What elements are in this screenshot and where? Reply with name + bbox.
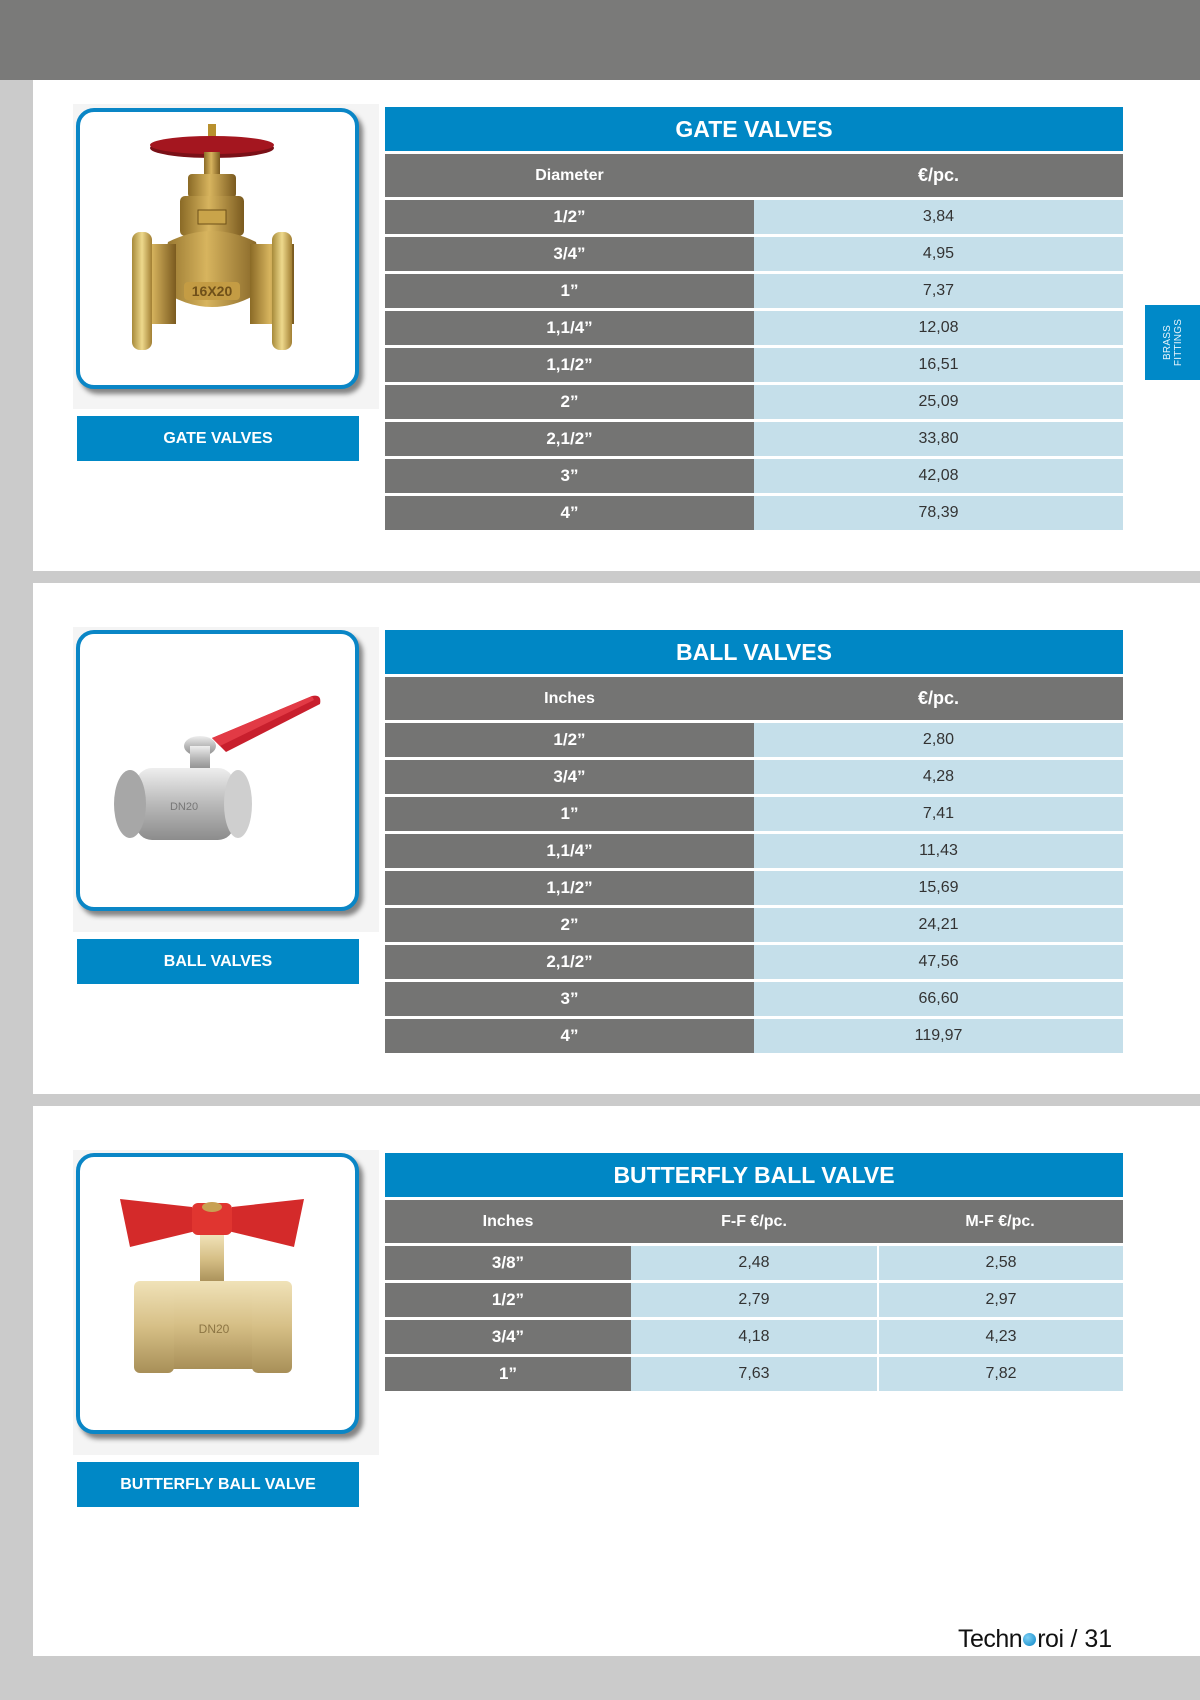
left-margin-band [0,80,33,1700]
butterfly-ball-valve-icon [80,1157,355,1430]
ff-price-cell: 2,79 [631,1283,877,1317]
table-row [385,871,1123,905]
size-cell: 1,1/2” [385,348,754,382]
column-header-ff-price: F-F €/pc. [631,1200,877,1243]
size-cell: 1” [385,797,754,831]
table-row [385,834,1123,868]
price-cell: 7,41 [754,797,1123,831]
table-title: GATE VALVES [385,107,1123,151]
price-cell: 24,21 [754,908,1123,942]
table-row [385,459,1123,493]
column-header-inches: Inches [385,1200,631,1243]
brand-dot-icon [1023,1633,1036,1646]
size-cell: 3/4” [385,237,754,271]
price-cell: 47,56 [754,945,1123,979]
size-cell: 1,1/4” [385,834,754,868]
brand-text-end: roi [1037,1625,1064,1653]
price-cell: 119,97 [754,1019,1123,1053]
ff-price-cell: 7,63 [631,1357,877,1391]
price-cell: 4,95 [754,237,1123,271]
table-row [385,237,1123,271]
page-separator: / [1070,1625,1078,1653]
price-cell: 15,69 [754,871,1123,905]
column-header-mf-price: M-F €/pc. [877,1200,1123,1243]
table-row [385,274,1123,308]
mf-price-cell: 2,58 [877,1246,1123,1280]
price-table-gate-valves [385,104,1123,533]
ball-valve-icon [80,634,355,907]
table-row [385,945,1123,979]
table-row [385,200,1123,234]
gate-valve-photo [76,108,359,389]
page-number: 31 [1084,1625,1113,1653]
page-footer [958,1625,1112,1654]
size-cell: 1,1/4” [385,311,754,345]
size-cell: 3/4” [385,760,754,794]
size-cell: 1” [385,274,754,308]
size-cell: 2” [385,385,754,419]
column-header-price: €/pc. [754,677,1123,720]
table-row [385,797,1123,831]
category-side-tab-label: BRASS FITTINGS [1161,318,1184,367]
size-cell: 2,1/2” [385,945,754,979]
gate-valve-icon [80,112,355,385]
svg-text:16X20: 16X20 [191,283,233,299]
price-cell: 7,37 [754,274,1123,308]
price-cell: 4,28 [754,760,1123,794]
mf-price-cell: 2,97 [877,1283,1123,1317]
butterfly-ball-valve-photo [76,1153,359,1434]
table-row [385,760,1123,794]
price-cell: 25,09 [754,385,1123,419]
table-row [385,385,1123,419]
svg-text:DN20: DN20 [198,1322,230,1336]
price-table-butterfly-ball-valve [385,1150,1123,1394]
column-header-diameter: Diameter [385,154,754,197]
size-cell: 1/2” [385,200,754,234]
size-cell: 1,1/2” [385,871,754,905]
table-row [385,1320,1123,1354]
table-row [385,1357,1123,1391]
table-title: BUTTERFLY BALL VALVE [385,1153,1123,1197]
size-cell: 4” [385,496,754,530]
top-band [0,0,1200,80]
table-row [385,982,1123,1016]
price-cell: 11,43 [754,834,1123,868]
size-cell: 3” [385,982,754,1016]
column-header-inches: Inches [385,677,754,720]
table-row [385,422,1123,456]
size-cell: 1/2” [385,1283,631,1317]
column-header-price: €/pc. [754,154,1123,197]
price-cell: 16,51 [754,348,1123,382]
price-cell: 78,39 [754,496,1123,530]
table-row [385,496,1123,530]
product-caption-button[interactable]: GATE VALVES [77,416,359,461]
table-row [385,348,1123,382]
price-cell: 33,80 [754,422,1123,456]
table-row [385,723,1123,757]
bottom-band [0,1656,1200,1700]
size-cell: 2” [385,908,754,942]
size-cell: 1/2” [385,723,754,757]
brand-text-start: Techn [958,1625,1023,1653]
mf-price-cell: 4,23 [877,1320,1123,1354]
size-cell: 3/8” [385,1246,631,1280]
svg-text:DN20: DN20 [169,801,199,813]
mf-price-cell: 7,82 [877,1357,1123,1391]
price-cell: 66,60 [754,982,1123,1016]
product-caption-button[interactable]: BUTTERFLY BALL VALVE [77,1462,359,1507]
table-row [385,1019,1123,1053]
size-cell: 4” [385,1019,754,1053]
price-table-ball-valves [385,627,1123,1056]
price-cell: 2,80 [754,723,1123,757]
price-cell: 3,84 [754,200,1123,234]
product-caption-button[interactable]: BALL VALVES [77,939,359,984]
table-title: BALL VALVES [385,630,1123,674]
table-row [385,1246,1123,1280]
table-row [385,908,1123,942]
ff-price-cell: 4,18 [631,1320,877,1354]
size-cell: 3” [385,459,754,493]
ball-valve-photo [76,630,359,911]
ff-price-cell: 2,48 [631,1246,877,1280]
size-cell: 1” [385,1357,631,1391]
size-cell: 3/4” [385,1320,631,1354]
price-cell: 12,08 [754,311,1123,345]
size-cell: 2,1/2” [385,422,754,456]
table-row [385,1283,1123,1317]
brand-logo [958,1625,1064,1653]
price-cell: 42,08 [754,459,1123,493]
category-side-tab[interactable] [1145,305,1200,380]
table-row [385,311,1123,345]
